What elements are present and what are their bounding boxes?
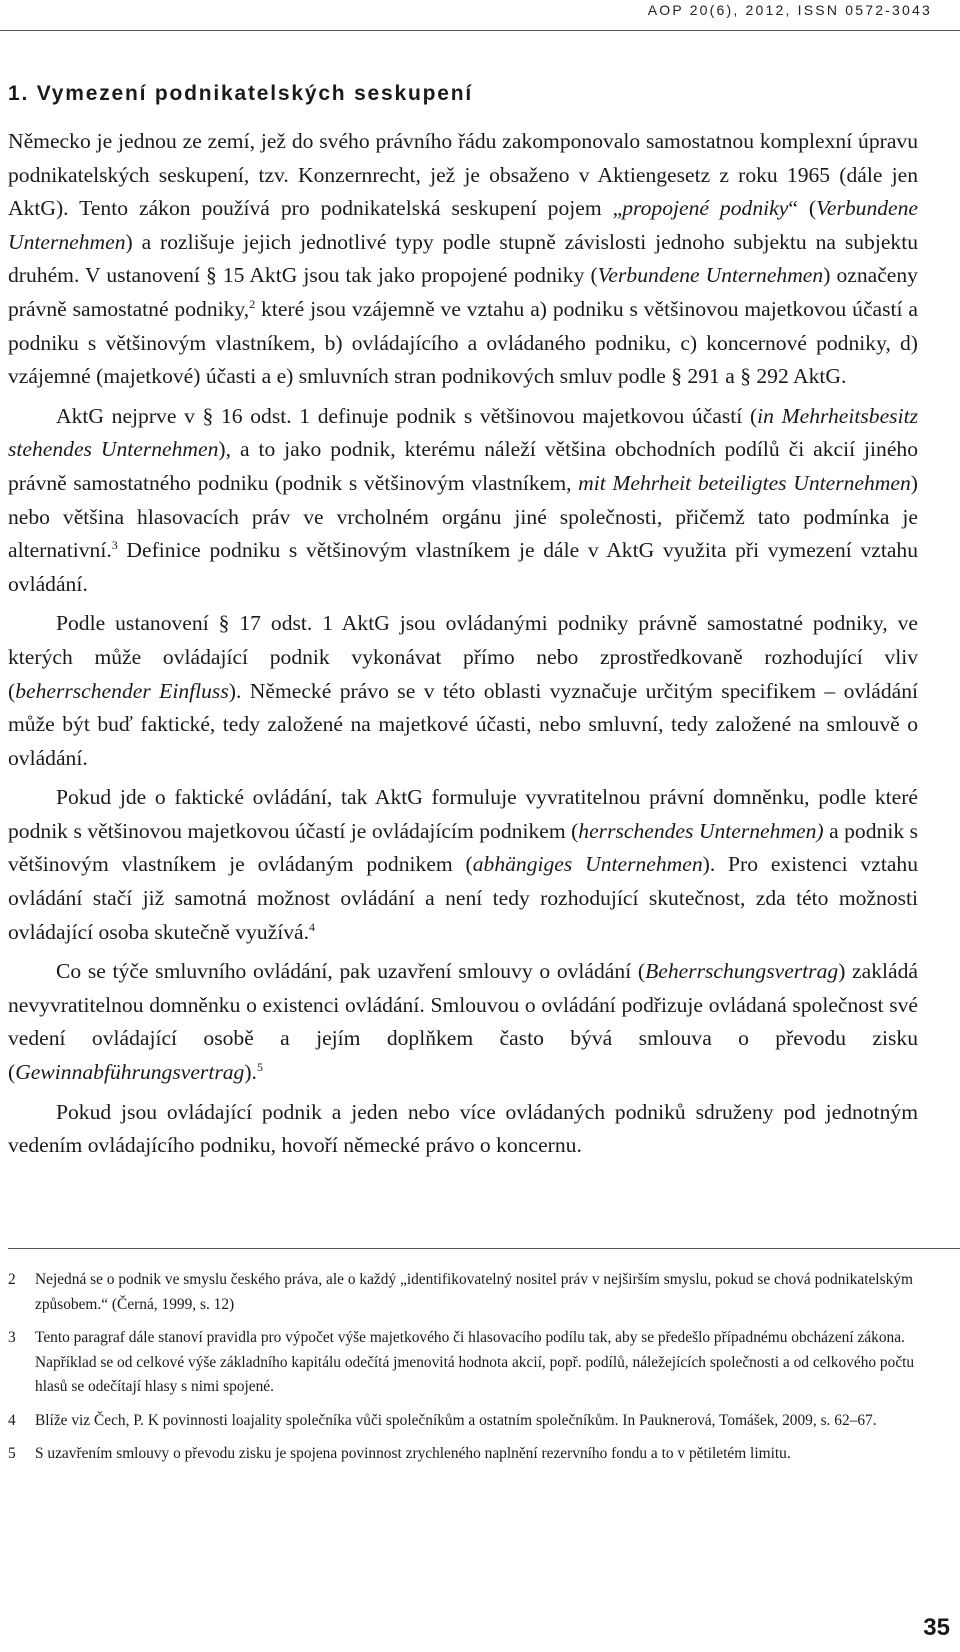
- footnote-ref-2[interactable]: 2: [249, 296, 256, 311]
- footnote-text: Blíže viz Čech, P. K povinnosti loajality společníka vůči společníkům a ostatním společníkům. In Pauknerová, Tomášek, 2009, s. 62–67.: [35, 1411, 877, 1429]
- header-rule: [0, 30, 960, 31]
- footnote-4: [8, 1409, 923, 1434]
- paragraph-6: Pokud jsou ovládající podnik a jeden nebo více ovládaných podniků sdruženy pod jednotným vedením ovládajícího podniku, hovoří německé právo o koncernu.: [8, 1099, 918, 1158]
- footnote-number: 4: [8, 1411, 16, 1429]
- footnote-5: [8, 1442, 923, 1467]
- page-number: 35: [923, 1614, 950, 1641]
- footnotes: [8, 1268, 923, 1476]
- paragraph-4: Pokud jde o faktické ovládání, tak AktG formuluje vyvratitelnou právní domněnku, podle které podnik s většinovou majetkovou účastí je ovládajícím podnikem (herrschendes Unternehmen) a podnik s většinovým vlastníkem je ovládaným podnikem (abhängiges Unternehmen). Pro existenci vztahu ovládání stačí již samotná možnost ovládání a není tedy rozhodující skutečnost, zda této možnosti ovládající osoba skutečně využívá.$^4$: [8, 785, 918, 944]
- section-title: 1. Vymezení podnikatelských seskupení: [8, 82, 473, 105]
- footnote-ref-3[interactable]: 3: [111, 537, 118, 552]
- footnote-number: 3: [8, 1329, 16, 1346]
- paragraph-1: Německo je jednou ze zemí, jež do svého právního řádu zakomponovalo samostatnou komplexní úpravu podnikatelských seskupení, tzv. Konzernrecht, jež je obsaženo v Aktiengesetz z roku 1965 (dále jen AktG). Tento zákon používá pro podnikatelská seskupení pojem „propojené podniky“ (Verbundene Unternehmen) a rozlišuje jejich jednotlivé typy podle stupně závislosti jednoho subjektu na subjektu druhém. V ustanovení § 15 AktG jsou tak jako propojené podniky (Verbundene Unternehmen) označeny právně samostatné podniky,$^2$ které jsou vzájemně ve vztahu a) podniku s většinovou majetkovou účastí a podniku s většinovým vlastníkem, b) ovládajícího a ovládaného podniku, c) koncernové podniky, d) vzájemné (majetkové) účasti a e) smluvních stran podnikových smluv podle § 291 a § 292 AktG.: [8, 129, 918, 389]
- footnote-2: [8, 1268, 923, 1317]
- paragraph-3: Podle ustanovení § 17 odst. 1 AktG jsou ovládanými podniky právně samostatné podniky, ve kterých může ovládající podnik vykonávat přímo nebo zprostředkovaně rozhodující vliv (beherrschender Einfluss). Německé právo se v této oblasti vyznačuje určitým specifikem – ovládání může být buď faktické, tedy založené na majetkové účasti, nebo smluvní, tedy založené na smlouvě o ovládání.: [8, 611, 919, 770]
- footnote-text: Tento paragraf dále stanoví pravidla pro výpočet výše majetkového či hlasovacího podílu tak, aby se předešlo případnému obcházení zákona. Například se od celkové výše základního kapitálu odečítá jmenovitá hodnota akcií, popř. podílů, náležejících společnosti a od celkového počtu hlasů se odečítají hlasy s nimi spojené.: [35, 1329, 915, 1395]
- paragraph-2: AktG nejprve v § 16 odst. 1 definuje podnik s většinovou majetkovou účastí (in Mehrheitsbesitz stehendes Unternehmen), a to jako podnik, kterému náleží většina obchodních podílů či akcií jiného právně samostatného podniku (podnik s většinovým vlastníkem, mit Mehrheit beteiligtes Unternehmen) nebo většina hlasovacích práv ve vrcholném orgánu jiné společnosti, přičemž tato podmínka je alternativní.$^3$ Definice podniku s většinovým vlastníkem je dále v AktG využita při vymezení vztahu ovládání.: [8, 403, 918, 596]
- paragraph-5: Co se týče smluvního ovládání, pak uzavření smlouvy o ovládání (Beherrschungsvertrag) zakládá nevyvratitelnou domněnku o existenci ovládání. Smlouvou o ovládání podřizuje ovládaná společnost své vedení ovládající osobě a jejím doplňkem často bývá smlouva o převodu zisku (Gewinnabführungsvertrag).$^5$: [8, 959, 918, 1085]
- footnote-number: 2: [8, 1271, 16, 1288]
- footnote-3: [8, 1326, 923, 1400]
- footnote-ref-5[interactable]: 5: [256, 1059, 263, 1074]
- footnote-text: S uzavřením smlouvy o převodu zisku je spojena povinnost zrychleného naplnění rezervního fondu a to v pětiletém limitu.: [35, 1445, 791, 1462]
- journal-header: AOP 20(6), 2012, ISSN 0572-3043: [647, 2, 932, 18]
- footnote-text: Nejedná se o podnik ve smyslu českého práva, ale o každý „identifikovatelný nositel práv v nejširším smyslu, pokud se chová podnikatelským způsobem.“ (Černá, 1999, s. 12): [35, 1271, 913, 1313]
- body-text: [8, 125, 918, 1169]
- footnote-number: 5: [8, 1445, 16, 1462]
- footnote-rule: [8, 1248, 960, 1249]
- footnote-ref-4[interactable]: 4: [309, 919, 316, 934]
